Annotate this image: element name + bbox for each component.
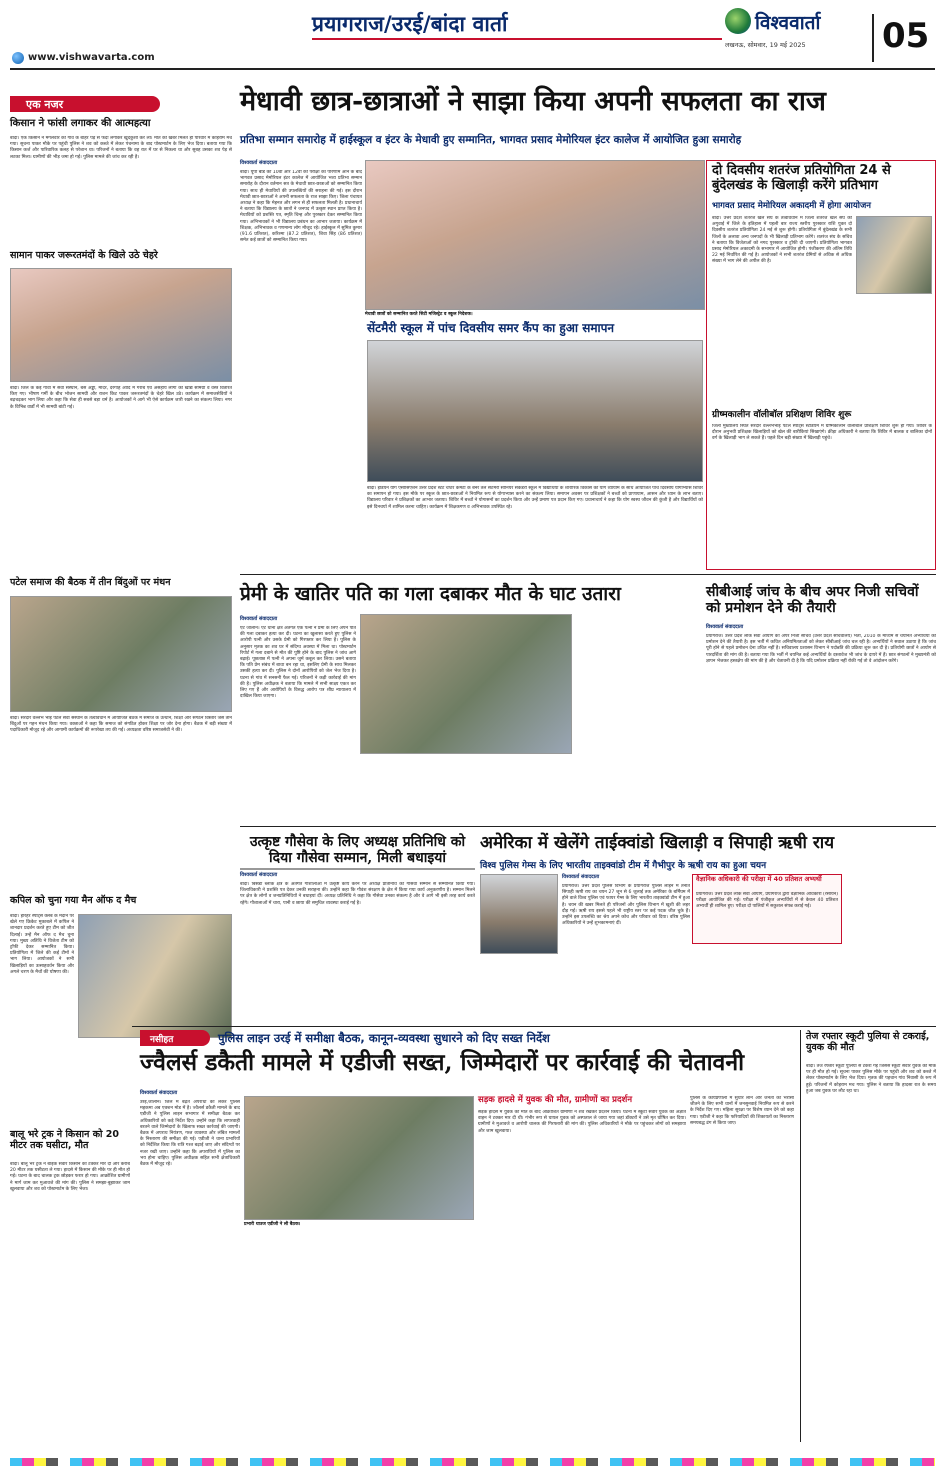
website-url[interactable]: www.vishwavarta.com: [28, 52, 155, 63]
bottom-byline: विश्ववार्ता संवाददाता: [140, 1090, 178, 1096]
taekwondo-photo: [480, 874, 558, 954]
lead-photo-caption: मेधावी छात्रों को सम्मानित करते सिटी मजिस्ट्रेट व स्कूल निदेशक।: [365, 312, 473, 317]
sidebar-label: [10, 96, 160, 112]
brand-logo: [725, 8, 751, 34]
sidebar-story-2-photo: [10, 268, 232, 382]
chess-subhead: भागवत प्रसाद मेमोरियल अकादमी में होगा आयोजन: [712, 201, 871, 211]
bottom-col-body: पुलिस के कार्यप्रणाली में सुधार लाने और जनता का भरोसा जीतने के लिए सभी थानों में जनसुनवाई नियमित रूप से करने के निर्देश दिए गए। महिला सुरक्षा पर विशेष ध्यान देने को कहा गया। एडीजी ने कहा कि फरियादियों की शिकायतों का निस्तारण समयबद्ध ढंग से किया जाए।: [690, 1096, 794, 1126]
bottom-headline: ज्वैलर्स डकैती मामले में एडीजी सख्त, जिम्मेदारों पर कार्रवाई की चेतावनी: [140, 1049, 745, 1076]
divider-mid-2: [240, 826, 936, 827]
scooty-body: बांदा। तेज रफ्तार स्कूटी पुलिया से टकरा गई जिससे स्कूटी सवार युवक की मौके पर ही मौत हो गई। सूचना पाकर पुलिस मौके पर पहुंची और शव को कब्जे में लेकर पोस्टमार्टम के लिए भेज दिया। मृतक की पहचान गांव निवासी के रूप में हुई। परिजनों में कोहराम मच गया। पुलिस ने बताया कि हादसा रात के समय हुआ जब युवक घर लौट रहा था।: [806, 1064, 936, 1094]
bottom-photo: [244, 1096, 474, 1220]
taekwondo-body-cont: [692, 948, 842, 1020]
camp-headline: सेंटमैरी स्कूल में पांच दिवसीय समर कैंप का हुआ समापन: [367, 321, 615, 335]
bottom-kicker: पुलिस लाइन उरई में समीक्षा बैठक, कानून-व्यवस्था सुधारने को दिए सख्त निर्देश: [218, 1031, 550, 1045]
murder-headline: प्रेमी के खातिर पति का गला दबाकर मौत के घाट उतारा: [240, 583, 621, 605]
chess-headline: दो दिवसीय शतरंज प्रतियोगिता 24 से बुंदेलखंड के खिलाड़ी करेंगे प्रतिभाग: [712, 163, 891, 193]
exam-box-title: वैज्ञानिक अधिकारी की परीक्षा में 40 प्रतिशत अभ्यर्थी: [696, 875, 822, 883]
sidebar-story-3-title: पटेल समाज की बैठक में तीन बिंदुओं पर मंथन: [10, 577, 171, 588]
sidebar-story-2-body: बांदा। जिले के कई गांवों में सेवा संस्थान, बस अड्डा, मंदिर, दरगाह आदि में गरीब एवं असहाय लोगों को खाद्य सामग्री व वस्त्र वितरित किए गए। भीषण गर्मी के बीच भोजन सामग्री और राशन किट पाकर जरूरतमंदों के चेहरे खिल उठे। कार्यक्रम में समाजसेवियों ने बढ़चढ़कर भाग लिया और कहा कि सेवा ही सबसे बड़ा धर्म है। आयोजकों ने आगे भी ऐसे कार्यक्रम जारी रखने का संकल्प लिया। नगर के विभिन्न वार्डों में भी सामग्री बांटी गई।: [10, 386, 232, 410]
lead-body: बांदा। यूपी बोर्ड की 10वीं और 12वीं की परीक्षा का परिणाम आने के बाद भागवत प्रसाद मेमोरियल इंटर कालेज में आयोजित भव्य प्रतिभा सम्मान समारोह के दौरान वर्तमान सत्र के मेधावी छात्र-छात्राओं को सम्मानित किया गया। साथ ही मेधावियों की उपलब्धियों की सराहना की गई। इस दौरान मेधावी छात्र-छात्राओं ने अपनी सफलता के राज साझा किए। जिला पंचायत अध्यक्ष ने कहा कि मेहनत और लगन से ही सफलता मिलती है। प्रधानाचार्य ने बताया कि विद्यालय के छात्रों ने जनपद में उत्कृष्ट स्थान प्राप्त किया है। मेधावियों को प्रशस्ति पत्र, स्मृति चिन्ह और पुरस्कार देकर सम्मानित किया गया। अभिभावकों ने भी विद्यालय प्रबंधन का आभार जताया। कार्यक्रम में शिक्षक, अभिभावक व गणमान्य लोग मौजूद रहे। हाईस्कूल में सुमित कुमार (91.6 प्रतिशत), करिश्मा (87.2 प्रतिशत), शिवा सिंह (86 प्रतिशत) समेत कई छात्रों को सम्मानित किया गया।: [240, 170, 362, 244]
sidebar-story-3-photo: [10, 596, 232, 712]
taekwondo-subhead: विश्व पुलिस गेम्स के लिए भारतीय ताइक्वांडो टीम में गैभीपुर के ऋषी राय का हुआ चयन: [480, 861, 767, 871]
cbi-byline: विश्ववार्ता संवाददाता: [706, 624, 744, 630]
lead-subhead: प्रतिभा सम्मान समारोह में हाईस्कूल व इंटर के मेधावी हुए सम्मानित, भागवत प्रसाद मेमोरियल इंटर कालेज में आयोजित हुआ समारोह: [240, 134, 742, 146]
gau-body: बांदा। बिसंडा ब्लॉक क्षेत्र के अंतर्गत गौशालाओं में उत्कृष्ट कार्य करने पर अध्यक्ष प्रतिनिधि को गौसेवा सम्मान से सम्मानित किया गया। जिलाधिकारी ने प्रशस्ति पत्र देकर उनकी सराहना की। उन्होंने कहा कि गौवंश संरक्षण के क्षेत्र में किया गया कार्य अनुकरणीय है। सम्मान मिलने पर क्षेत्र के लोगों व जनप्रतिनिधियों ने बधाइयां दीं। अध्यक्ष प्रतिनिधि ने कहा कि गौसेवा उनका संकल्प है और वे आगे भी इसी तरह कार्य करते रहेंगे। गौशालाओं में चारा, पानी व छाया की समुचित व्यवस्था कराई गई है।: [240, 882, 475, 906]
section-title: प्रयागराज/उरई/बांदा वार्ता: [312, 12, 508, 36]
camp-photo: [367, 340, 703, 482]
gau-headline: उत्कृष्ट गौसेवा के लिए अध्यक्ष प्रतिनिधि को दिया गौसेवा सम्मान, मिली बधाइयां: [249, 834, 466, 867]
page-number: 05: [882, 16, 930, 56]
globe-icon: [12, 52, 24, 64]
bottom-body-cont: [244, 1232, 474, 1440]
sidebar-story-1-body: बांदा। एक किसान ने मंगलवार को गांव के बाहर पेड़ से फंदा लगाकर खुदकुशी कर ली। मौत की खबर मिलते ही परिवार में कोहराम मच गया। सूचना पाकर मौके पर पहुंची पुलिस ने शव को कब्जे में लेकर पंचनामा के बाद पोस्टमार्टम के लिए भेज दिया। बताया गया कि किसान कर्ज और पारिवारिक कलह से परेशान था। परिजनों ने बताया कि वह रात में घर से निकला था और सुबह उसका शव पेड़ से लटका मिला। ग्रामीणों की भीड़ जमा हो गई। पुलिस मामले की जांच कर रही है।: [10, 136, 232, 160]
taekwondo-byline: विश्ववार्ता संवाददाता: [562, 874, 600, 880]
taekwondo-body: प्रयागराज। उत्तर प्रदेश पुलिस विभाग के प्रयागराज पुलिस लाइन में तैनात सिपाही ऋषी राय का चयन 27 जून से 6 जुलाई तक अमेरिका के बर्मिंघम में होने वाले विश्व पुलिस एवं फायर गेम्स के लिए भारतीय ताइक्वांडो टीम में हुआ है। चयन की खबर मिलते ही परिजनों और पुलिस विभाग में खुशी की लहर दौड़ गई। ऋषी राय इससे पहले भी राष्ट्रीय स्तर पर कई पदक जीत चुके हैं। उन्होंने इस उपलब्धि का श्रेय अपने कोच और परिवार को दिया। वरिष्ठ पुलिस अधिकारियों ने उन्हें शुभकामनाएं दीं।: [562, 884, 690, 927]
bottom-label-text: नसीहत: [150, 1035, 174, 1045]
volleyball-body: जिला मुख्यालय स्थित सरदार वल्लभभाई पटेल स्पोर्ट्स स्टेडियम में ग्रीष्मकालीन वॉलीबॉल प्रशिक्षण शिविर शुरू हो गया। शिविर के दौरान अनुभवी प्रशिक्षक खिलाड़ियों को खेल की बारीकियां सिखाएंगे। क्रीड़ा अधिकारी ने बताया कि शिविर में बालक व बालिका दोनों वर्ग के खिलाड़ी भाग ले सकते हैं। पहले दिन बड़ी संख्या में खिलाड़ी पहुंचे।: [712, 424, 932, 442]
taekwondo-body-side: [846, 874, 936, 1020]
masthead: [0, 0, 945, 70]
lead-byline: विश्ववार्ता संवाददाता: [240, 160, 278, 166]
scooty-headline: तेज रफ्तार स्कूटी पुलिया से टकराई, युवक की मौत: [806, 1031, 930, 1053]
chess-photo: [856, 216, 932, 294]
bottom-label: [140, 1030, 210, 1046]
volleyball-headline: ग्रीष्मकालीन वॉलीबॉल प्रशिक्षण शिविर शुरू: [712, 410, 852, 420]
camp-body: बांदा। इंडियन योग एसोसिएशन उत्तर प्रदेश स्टेट चैप्टर कमेटी के बैनर तले सेंटमैरी सीनियर सेकेंडरी स्कूल में विद्यार्थियों के शारीरिक विकास को योग व्यायाम के साथ आयोजित पांच दिवसीय योगाभ्यास शिविर का समापन हो गया। इस मौके पर स्कूल के छात्र-छात्राओं ने नियमित रूप से योगाभ्यास करने का संकल्प लिया। समापन अवसर पर प्रशिक्षकों ने बच्चों को प्राणायाम, आसन और ध्यान के लाभ बताए। विद्यालय परिवार ने प्रशिक्षकों का आभार जताया। शिविर में बच्चों ने योगासनों का प्रदर्शन किया और उन्हें प्रमाण पत्र प्रदान किए गए। प्रधानाचार्य ने कहा कि योग स्वस्थ जीवन की कुंजी है और विद्यार्थियों को इसे दिनचर्या में शामिल करना चाहिए। कार्यक्रम में शिक्षकगण व अभिभावक उपस्थित रहे।: [367, 486, 703, 510]
lead-headline: मेधावी छात्र-छात्राओं ने साझा किया अपनी सफलता का राज: [240, 86, 826, 117]
sidebar-story-5-title: बालू भरे ट्रक ने किसान को 20 मीटर तक घसीटा, मौत: [10, 1129, 119, 1151]
bottom-side-body: सड़क हादसे में युवक की मौत के बाद आक्रोशित ग्रामीणों ने शव रखकर प्रदर्शन किया। घटना में स्कूटी सवार युवक को अज्ञात वाहन ने टक्कर मार दी थी। गंभीर रूप से घायल युवक को अस्पताल ले जाया गया जहां डॉक्टरों ने उसे मृत घोषित कर दिया। ग्रामीणों ने मुआवजे व आरोपी चालक की गिरफ्तारी की मांग की। पुलिस अधिकारियों ने मौके पर पहुंचकर लोगों को समझाया और जाम खुलवाया।: [478, 1110, 686, 1134]
cbi-headline: सीबीआई जांच के बीच अपर निजी सचिवों को प्रमोशन देने की तैयारी: [706, 584, 919, 617]
sidebar-story-1-title: किसान ने फांसी लगाकर की आत्महत्या: [10, 118, 151, 129]
gau-byline: विश्ववार्ता संवाददाता: [240, 872, 278, 878]
footer-color-strip: [10, 1458, 935, 1466]
gau-photo: [240, 868, 475, 870]
sidebar-story-4-title: कपिल को चुना गया मैन ऑफ द मैच: [10, 895, 137, 906]
divider-mid-1: [240, 574, 936, 575]
taekwondo-headline: अमेरिका में खेलेंगे ताईक्वांडो खिलाड़ी व सिपाही ऋषी राय: [480, 833, 835, 853]
murder-body-cont: [360, 758, 700, 820]
sidebar-story-2-title: सामान पाकर जरूरतमंदों के खिले उठे चेहरे: [10, 250, 158, 261]
bottom-side-headline: सड़क हादसे में युवक की मौत, ग्रामीणों का प्रदर्शन: [478, 1095, 633, 1105]
brand-name: विश्ववार्ता: [755, 12, 821, 34]
sidebar-story-5-body: बांदा। बालू भरे ट्रक ने बाइक सवार किसान को टक्कर मार दी और करीब 20 मीटर तक घसीटता ले गया। हादसे में किसान की मौके पर ही मौत हो गई। घटना के बाद चालक ट्रक छोड़कर फरार हो गया। आक्रोशित ग्रामीणों ने मार्ग जाम कर मुआवजे की मांग की। पुलिस ने समझा-बुझाकर जाम खुलवाया और शव को पोस्टमार्टम के लिए भेजा।: [10, 1162, 130, 1192]
chess-body: बांदा। उत्तर प्रदेश शतरंज खेल संघ के तत्वावधान में जिला शतरंज खेल संघ की अगुवाई में जिले के इतिहास में पहली बार राज्य स्तरीय पुरस्कार राशि युक्त दो दिवसीय शतरंज प्रतियोगिता 24 मई से शुरू होगी। प्रतियोगिता में बुंदेलखंड के सभी जिलों के अलावा अन्य जनपदों के भी खिलाड़ी प्रतिभाग करेंगे। शतरंज संघ के सचिव ने बताया कि विजेताओं को नगद पुरस्कार व ट्रॉफी दी जाएगी। प्रतियोगिता भागवत प्रसाद मेमोरियल अकादमी के सभागार में आयोजित होगी। पंजीकरण की अंतिम तिथि 22 मई निर्धारित की गई है। आयोजकों ने सभी शतरंज प्रेमियों से अधिक से अधिक संख्या में भाग लेने की अपील की है।: [712, 216, 852, 265]
murder-body: ऐट जालौन। ऐट थाना क्षेत्र अंतर्गत एक पत्नी ने प्रेमी के लिए अपने पति की गला दबाकर हत्या कर दी। घटना का खुलासा करते हुए पुलिस ने आरोपी पत्नी और उसके प्रेमी को गिरफ्तार कर लिया है। पुलिस के अनुसार मृतक का शव घर में संदिग्ध अवस्था में मिला था। पोस्टमार्टम रिपोर्ट में गला दबाने से मौत की पुष्टि होने के बाद पुलिस ने जांच आगे बढ़ाई। पूछताछ में पत्नी ने अपना जुर्म कबूल कर लिया। उसने बताया कि पति प्रेम संबंध में बाधा बन रहा था, इसलिए प्रेमी के साथ मिलकर उसकी हत्या कर दी। पुलिस ने दोनों आरोपियों को जेल भेज दिया है। घटना से गांव में सनसनी फैल गई। परिजनों ने कड़ी कार्रवाई की मांग की है। पुलिस अधीक्षक ने बताया कि मामले में सभी साक्ष्य एकत्र कर लिए गए हैं और आरोपियों के विरुद्ध आरोप पत्र शीघ्र न्यायालय में दाखिल किया जाएगा।: [240, 626, 356, 700]
sidebar-label-text: एक नजर: [26, 98, 64, 111]
cbi-body: प्रयागराज। उत्तर प्रदेश लोक सेवा आयोग की अपर निजी सचिव (उत्तर प्रदेश सचिवालय) भर्ती, 2010 के माध्यम से चयनित अभ्यर्थियों को प्रमोशन देने की तैयारी है। इस भर्ती में कथित अनियमितताओं को लेकर सीबीआई जांच चल रही है। अभ्यर्थियों ने सवाल उठाया है कि जांच पूरी होने से पहले प्रमोशन देना उचित नहीं है। सचिवालय प्रशासन विभाग ने पदोन्नति की प्रक्रिया शुरू कर दी है। प्रतियोगी छात्रों ने आयोग से पारदर्शिता की मांग की है। बताया गया कि भर्ती में चयनित कई अभ्यर्थियों के दस्तावेज भी जांच के दायरे में हैं। छात्र संगठनों ने मुख्यमंत्री को ज्ञापन भेजकर हस्तक्षेप की मांग की है और चेतावनी दी है कि यदि प्रमोशन प्रक्रिया नहीं रोकी गई तो वे आंदोलन करेंगे।: [706, 634, 936, 664]
murder-byline: विश्ववार्ता संवाददाता: [240, 616, 278, 622]
sidebar-story-3-body: बांदा। सरदार वल्लभ भाई पटेल सेवा संस्थान के तत्वावधान में आयोजित बैठक में समाज के उत्थान, शिक्षा और संगठन विस्तार जैसे तीन बिंदुओं पर गहन मंथन किया गया। वक्ताओं ने कहा कि समाज को संगठित होकर शिक्षा पर जोर देना होगा। बैठक में बड़ी संख्या में पदाधिकारी मौजूद रहे और आगामी कार्यक्रमों की रूपरेखा तय की गई। अध्यक्षता वरिष्ठ समाजसेवी ने की।: [10, 716, 232, 734]
page-number-box: [872, 14, 934, 62]
sidebar-story-4-photo: [78, 914, 232, 1038]
sidebar-story-4-body: बांदा। हरिहर स्पोर्ट्स क्लब के मैदान पर खेले गए क्रिकेट मुकाबले में कपिल ने शानदार प्रदर्शन करते हुए टीम को जीत दिलाई। उन्हें मैन ऑफ द मैच चुना गया। मुख्य अतिथि ने विजेता टीम को ट्रॉफी देकर सम्मानित किया। प्रतियोगिता में जिले की कई टीमों ने भाग लिया। आयोजकों ने सभी खिलाड़ियों का उत्साहवर्धन किया और अगले चरण के मैचों की घोषणा की।: [10, 914, 74, 975]
bottom-photo-caption: प्रभारी थाउज एडीजी ने ली बैठक।: [244, 1222, 301, 1227]
exam-box-body: प्रयागराज। उत्तर प्रदेश लोक सेवा आयोग, प्रयागराज द्वारा वैज्ञानिक अधिकारी (रसायन) परीक्षा आयोजित की गई। परीक्षा में पंजीकृत अभ्यर्थियों में से केवल 40 प्रतिशत अभ्यर्थी ही शामिल हुए। परीक्षा दो पालियों में सकुशल संपन्न कराई गई।: [696, 892, 838, 910]
divider-bottom: [132, 1026, 936, 1027]
section-banner: [312, 10, 722, 40]
dateline: लखनऊ, सोमवार, 19 मई 2025: [725, 41, 806, 49]
murder-photo: [360, 614, 572, 754]
lead-photo: [365, 160, 705, 310]
chess-body-cont: [712, 298, 932, 408]
masthead-rule: [10, 68, 935, 70]
bottom-body: उरई,जालौन। जिले में बढ़ते अपराधों को लेकर पुलिस महकमा अब एक्शन मोड में है। ज्वैलर्स डकैती मामले के बाद एडीजी ने पुलिस लाइन सभागार में समीक्षा बैठक कर अधिकारियों को कड़े निर्देश दिए। उन्होंने कहा कि लापरवाही बरतने वाले जिम्मेदारों के खिलाफ सख्त कार्रवाई की जाएगी। बैठक में अपराध नियंत्रण, गश्त व्यवस्था और लंबित मामलों के निस्तारण की समीक्षा की गई। एडीजी ने थाना प्रभारियों को निर्देशित किया कि रात्रि गश्त बढ़ाई जाए और संदिग्धों पर नजर रखी जाए। उन्होंने कहा कि अपराधियों में पुलिस का भय होना चाहिए। पुलिस अधीक्षक सहित सभी क्षेत्राधिकारी बैठक में मौजूद रहे।: [140, 1100, 240, 1168]
